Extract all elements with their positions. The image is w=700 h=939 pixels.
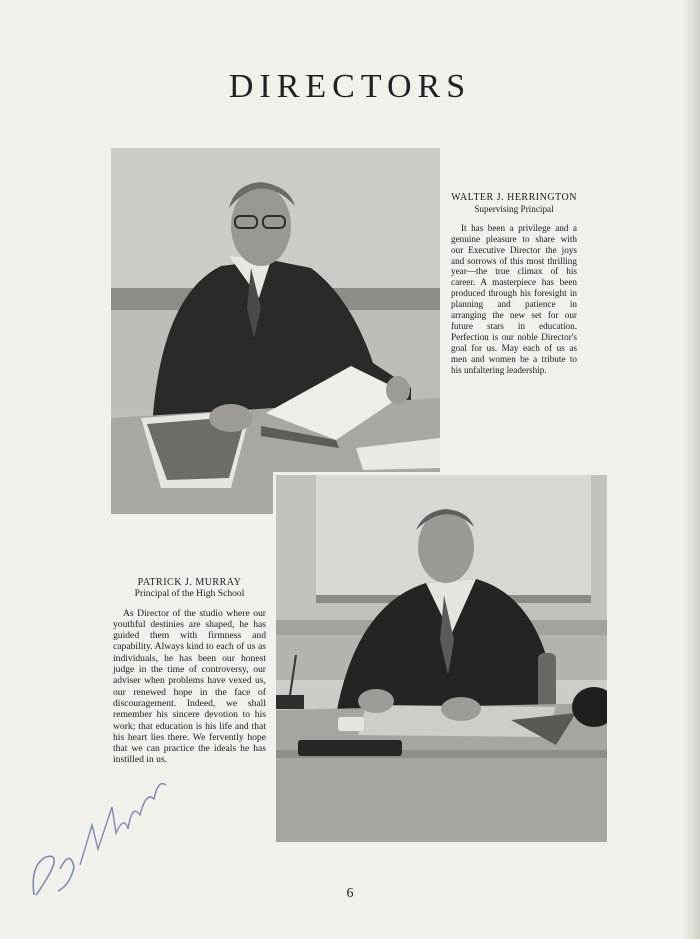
page-number: 6 (346, 886, 354, 901)
murray-title: Principal of the High School (134, 588, 245, 600)
herrington-text: It has been a privilege and a genuine pleasure to share with our Executive Director the joys and sorrows of this most thrilling year—the true climax of his career. A masterpiece has been produced through his foresight in planning and patience in arranging the new set for our future stars in education. Perfection is our noble Director's goal for us. May each of us as men and women be a tribute to his unfaltering leadership. (451, 222, 577, 375)
murray-portrait-illustration (276, 475, 607, 842)
murray-name: PATRICK J. MURRAY (137, 577, 242, 588)
herrington-name: WALTER J. HERRINGTON (451, 192, 577, 203)
herrington-title: Supervising Principal (474, 203, 554, 214)
murray-caption (113, 577, 266, 766)
murray-text: As Director of the studio where our youthful destinies are shaped, he has guided them with firmness and capability. Always kind to each of us as individuals, he has been our honest judge in the time of controversy, our adviser when problems have vexed us, our renewed hope in the face of discouragement. Indeed, we shall remember his sincere devotion to his work; that education is his life and that his heart lies there. We fervently hope that we can practice the ideals he has instilled in us. (113, 607, 266, 766)
page-edge-shadow (682, 0, 700, 939)
herrington-portrait-illustration (111, 148, 440, 514)
murray-photo (273, 472, 607, 842)
herrington-caption (451, 193, 577, 376)
page-title: DIRECTORS (228, 68, 472, 105)
herrington-photo (111, 148, 440, 514)
